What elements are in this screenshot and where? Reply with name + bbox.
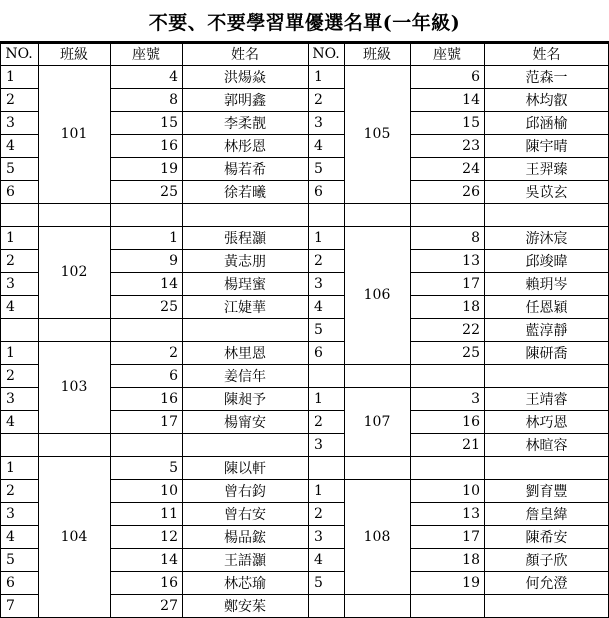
student-name: 賴玥岑: [525, 276, 568, 293]
grid-line: [344, 387, 411, 388]
student-name: [484, 364, 609, 387]
grid-line: [308, 180, 345, 181]
grid-line: [308, 433, 345, 434]
grid-line: [484, 43, 485, 618]
row-number: 2: [314, 413, 323, 430]
grid-line: [110, 43, 111, 618]
grid-line: [410, 272, 609, 273]
student-name: 邱竣暐: [525, 253, 568, 270]
grid-line: [410, 43, 411, 618]
row-number: 5: [314, 160, 323, 177]
grid-line: [38, 433, 111, 434]
student-name: 陳希安: [525, 529, 568, 546]
student-name: 陳以軒: [224, 460, 266, 477]
grid-line: [308, 226, 345, 227]
seat-number: 10: [462, 482, 480, 499]
grid-line: [308, 134, 345, 135]
grid-line: [110, 272, 309, 273]
grid-line: [110, 134, 309, 135]
row-number: 1: [314, 68, 323, 85]
seat-number: 10: [160, 482, 178, 499]
row-number: 6: [314, 183, 323, 200]
grid-line: [0, 387, 39, 388]
header-class-right: 班級: [363, 47, 391, 63]
grid-line: [344, 456, 411, 457]
row-number: 1: [6, 344, 15, 361]
student-name: 洪煬焱: [224, 69, 266, 86]
student-name: 林彤恩: [224, 138, 266, 155]
student-name: 鄭安茱: [224, 598, 266, 615]
grid-line: [410, 134, 609, 135]
grid-line: [0, 433, 39, 434]
grid-line: [110, 456, 309, 457]
grid-line: [0, 43, 609, 44]
grid-line: [0, 502, 39, 503]
grid-line: [0, 226, 39, 227]
seat-number: 16: [160, 574, 178, 591]
seat-number: [110, 318, 182, 341]
grid-line: [410, 249, 609, 250]
row-number: 1: [314, 390, 323, 407]
row-number: [0, 203, 38, 226]
grid-line: [110, 180, 309, 181]
grid-line: [308, 157, 345, 158]
seat-number: 19: [462, 574, 480, 591]
student-name: 曾右安: [224, 506, 266, 523]
row-number: 3: [314, 114, 323, 131]
header-name-left: 姓名: [231, 47, 259, 63]
row-number: 4: [314, 551, 323, 568]
grid-line: [110, 295, 309, 296]
student-name: 劉育豐: [525, 483, 568, 500]
seat-number: [410, 594, 484, 617]
student-name: 林暄容: [525, 437, 568, 454]
header-name-right: 姓名: [532, 47, 561, 63]
grid-line: [410, 571, 609, 572]
grid-line: [308, 410, 345, 411]
grid-line: [0, 249, 39, 250]
row-number: 6: [6, 183, 15, 200]
grid-line: [410, 203, 609, 204]
grid-line: [308, 203, 345, 204]
student-name: 江婕華: [224, 299, 266, 316]
student-name: 藍淳靜: [525, 322, 568, 339]
seat-number: 21: [462, 436, 480, 453]
grid-line: [308, 479, 345, 480]
grid-line: [0, 43, 1, 618]
grid-line: [110, 364, 309, 365]
grid-line: [308, 594, 345, 595]
grid-line: [308, 249, 345, 250]
grid-line: [0, 318, 39, 319]
row-number: 2: [6, 482, 15, 499]
grid-line: [0, 456, 39, 457]
row-number: 2: [314, 252, 323, 269]
grid-line: [410, 111, 609, 112]
student-name: 林芯瑜: [224, 575, 266, 592]
grid-line: [0, 203, 39, 204]
student-name: 張程灝: [224, 230, 266, 247]
header-seat-left: 座號: [132, 47, 160, 63]
grid-line: [410, 456, 609, 457]
grid-line: [38, 456, 111, 457]
seat-number: 11: [160, 505, 178, 522]
student-name: 顏子欣: [525, 552, 568, 569]
student-name: 李柔靓: [224, 115, 266, 132]
grid-line: [110, 502, 309, 503]
grid-line: [410, 318, 609, 319]
row-number: 5: [6, 160, 15, 177]
grid-line: [410, 410, 609, 411]
grid-line: [110, 226, 309, 227]
seat-number: 12: [160, 528, 178, 545]
grid-line: [410, 433, 609, 434]
seat-number: 17: [462, 528, 480, 545]
row-number: 3: [6, 505, 15, 522]
grid-line: [308, 364, 345, 365]
seat-number: 13: [462, 252, 480, 269]
grid-line: [410, 479, 609, 480]
grid-line: [308, 295, 345, 296]
seat-number: 16: [462, 413, 480, 430]
seat-number: [110, 203, 182, 226]
seat-number: 8: [471, 229, 480, 246]
grid-line: [410, 341, 609, 342]
seat-number: 9: [169, 252, 178, 269]
grid-line: [0, 295, 39, 296]
grid-line: [308, 111, 345, 112]
student-name: 詹皇緯: [525, 506, 568, 523]
seat-number: 19: [160, 160, 178, 177]
seat-number: 6: [471, 68, 480, 85]
student-name: 姜信年: [224, 368, 266, 385]
row-number: 6: [314, 344, 323, 361]
grid-line: [0, 571, 39, 572]
grid-line: [110, 318, 309, 319]
grid-line: [110, 157, 309, 158]
student-name: 楊品鋐: [224, 529, 266, 546]
seat-number: 16: [160, 390, 178, 407]
grid-line: [0, 364, 39, 365]
grid-line: [0, 341, 39, 342]
seat-number: 15: [462, 114, 480, 131]
row-number: 4: [6, 298, 15, 315]
row-number: 3: [314, 528, 323, 545]
row-number: 1: [6, 229, 15, 246]
header-seat-right: 座號: [433, 47, 461, 63]
grid-line: [38, 226, 111, 227]
row-number: 3: [314, 436, 323, 453]
grid-line: [344, 479, 411, 480]
student-name: 吳苡玄: [525, 184, 568, 201]
grid-line: [110, 249, 309, 250]
grid-line: [182, 43, 183, 618]
seat-number: 17: [462, 275, 480, 292]
row-number: 2: [6, 367, 15, 384]
grid-line: [110, 571, 309, 572]
row-number: 4: [6, 528, 15, 545]
row-number: 6: [6, 574, 15, 591]
class-label: 104: [60, 528, 88, 545]
seat-number: 18: [462, 298, 480, 315]
class-label: 107: [363, 413, 391, 430]
row-number: 7: [6, 597, 15, 614]
grid-line: [0, 410, 39, 411]
class-label: 103: [60, 379, 88, 395]
grid-line: [110, 88, 309, 89]
seat-number: 14: [462, 91, 480, 108]
grid-line: [0, 180, 39, 181]
row-number: 2: [6, 252, 15, 269]
seat-number: 23: [462, 137, 480, 154]
page-title: 不要、不要學習單優選名單(一年級): [148, 11, 461, 34]
seat-number: 14: [160, 551, 178, 568]
student-name: [182, 433, 308, 456]
seat-number: 8: [169, 91, 178, 108]
grid-line: [38, 203, 111, 204]
student-name: 王語灝: [224, 552, 266, 569]
row-number: 4: [6, 413, 15, 430]
grid-line: [410, 387, 609, 388]
grid-line: [308, 341, 345, 342]
student-name: 楊若希: [224, 161, 266, 178]
seat-number: 14: [160, 275, 178, 292]
grid-line: [410, 88, 609, 89]
seat-number: 6: [169, 367, 178, 384]
student-name: [182, 203, 308, 226]
seat-number: 25: [160, 183, 178, 200]
row-number: [308, 456, 344, 479]
grid-line: [410, 295, 609, 296]
grid-line: [0, 88, 39, 89]
class-label: 108: [363, 528, 391, 545]
grid-line: [308, 502, 345, 503]
student-name: 游沐宸: [525, 230, 568, 247]
row-number: 5: [314, 321, 323, 338]
student-name: 楊甯安: [224, 414, 266, 431]
grid-line: [344, 203, 411, 204]
grid-line: [0, 65, 609, 66]
student-name: [484, 203, 609, 226]
grid-line: [110, 387, 309, 388]
grid-line: [38, 43, 39, 618]
seat-number: 16: [160, 137, 178, 154]
grid-line: [110, 341, 309, 342]
row-number: 1: [314, 482, 323, 499]
row-number: [308, 203, 344, 226]
row-number: [0, 318, 38, 341]
seat-number: 25: [160, 298, 178, 315]
grid-line: [410, 226, 609, 227]
grid-line: [410, 157, 609, 158]
grid-line: [410, 502, 609, 503]
row-number: 1: [6, 68, 15, 85]
grid-line: [410, 180, 609, 181]
grid-line: [110, 548, 309, 549]
seat-number: 24: [462, 160, 480, 177]
seat-number: 5: [169, 459, 178, 476]
seat-number: 4: [169, 68, 178, 85]
grid-line: [38, 318, 111, 319]
grid-line: [110, 479, 309, 480]
grid-line: [344, 43, 345, 618]
seat-number: 27: [160, 597, 178, 614]
student-name: 邱涵榆: [525, 115, 568, 132]
grid-line: [308, 43, 309, 618]
grid-line: [0, 479, 39, 480]
header-class-left: 班級: [60, 47, 88, 63]
student-name: 王羿臻: [525, 161, 568, 178]
grid-line: [110, 203, 309, 204]
row-number: 2: [314, 91, 323, 108]
grid-line: [110, 433, 309, 434]
grid-line: [344, 364, 411, 365]
seat-number: [410, 456, 484, 479]
student-name: 郭明鑫: [224, 92, 266, 109]
row-number: [0, 433, 38, 456]
seat-number: 1: [169, 229, 178, 246]
grid-line: [308, 88, 345, 89]
class-label: 106: [363, 287, 391, 303]
grid-line: [308, 456, 345, 457]
student-name: [484, 456, 609, 479]
seat-number: 18: [462, 551, 480, 568]
student-name: 黃志朋: [224, 253, 266, 270]
seat-number: [110, 433, 182, 456]
row-number: 4: [6, 137, 15, 154]
seat-number: [410, 203, 484, 226]
header-no-right: NO.: [312, 46, 340, 62]
grid-line: [410, 525, 609, 526]
grid-line: [38, 341, 111, 342]
class-label: 102: [60, 264, 88, 280]
student-name: 何允澄: [525, 575, 568, 592]
student-name: 陳昶予: [224, 391, 266, 408]
row-number: 5: [6, 551, 15, 568]
grid-line: [410, 364, 609, 365]
grid-line: [0, 594, 39, 595]
row-number: [308, 594, 344, 617]
grid-line: [110, 594, 309, 595]
row-number: 5: [314, 574, 323, 591]
grid-line: [308, 525, 345, 526]
seat-number: 22: [462, 321, 480, 338]
grid-line: [410, 594, 609, 595]
class-label: 105: [363, 126, 391, 142]
grid-line: [0, 157, 39, 158]
seat-number: 25: [462, 344, 480, 361]
row-number: 1: [314, 229, 323, 246]
seat-number: 26: [462, 183, 480, 200]
student-name: [182, 318, 308, 341]
grid-line: [0, 272, 39, 273]
row-number: 1: [6, 459, 15, 476]
seat-number: 15: [160, 114, 178, 131]
row-number: 4: [314, 298, 323, 315]
student-name: [484, 594, 609, 617]
student-name: 林均叡: [525, 92, 568, 109]
grid-line: [308, 571, 345, 572]
grid-line: [0, 134, 39, 135]
student-name: 徐若曦: [224, 184, 266, 201]
seat-number: 17: [160, 413, 178, 430]
student-name: 陳研喬: [525, 345, 568, 362]
row-number: 3: [6, 390, 15, 407]
student-name: 陳宇晴: [525, 138, 568, 155]
class-label: 101: [60, 126, 88, 142]
row-number: 3: [314, 275, 323, 292]
row-number: 3: [6, 114, 15, 131]
grid-line: [308, 318, 345, 319]
grid-line: [0, 548, 39, 549]
grid-line: [110, 410, 309, 411]
seat-number: 3: [471, 390, 480, 407]
row-number: 4: [314, 137, 323, 154]
header-no-left: NO.: [5, 46, 33, 62]
grid-line: [308, 272, 345, 273]
seat-number: 2: [169, 344, 178, 361]
student-name: 林里恩: [224, 345, 266, 362]
row-number: 2: [6, 91, 15, 108]
grid-line: [410, 548, 609, 549]
student-name: 范森一: [525, 69, 568, 86]
student-name: 王靖睿: [525, 391, 568, 408]
row-number: 2: [314, 505, 323, 522]
student-name: 任恩穎: [525, 299, 568, 316]
grid-line: [0, 525, 39, 526]
seat-number: [410, 364, 484, 387]
grid-line: [344, 226, 411, 227]
grid-line: [110, 525, 309, 526]
student-name: 曾右鈞: [224, 483, 266, 500]
grid-line: [110, 111, 309, 112]
student-name: 林巧恩: [525, 414, 568, 431]
grid-line: [308, 387, 345, 388]
row-number: [308, 364, 344, 387]
grid-line: [0, 111, 39, 112]
student-name: 楊珵蜜: [224, 276, 266, 293]
seat-number: 13: [462, 505, 480, 522]
row-number: 3: [6, 275, 15, 292]
grid-line: [308, 548, 345, 549]
grid-line: [344, 594, 411, 595]
